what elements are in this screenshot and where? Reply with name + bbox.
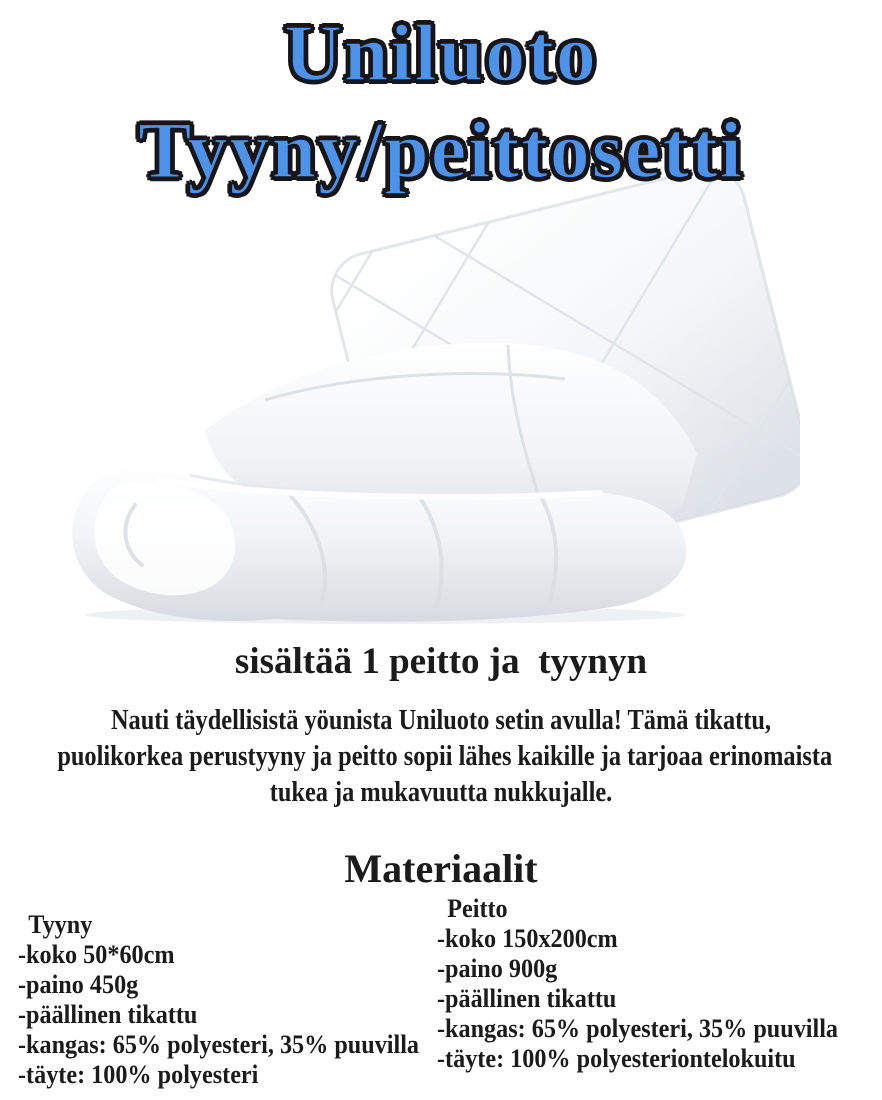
spec-line: -kangas: 65% polyesteri, 35% puuvilla [18,1030,420,1059]
spec-line: -koko 150x200cm [437,924,618,953]
desc-line: puolikorkea perustyyny ja peitto sopii lähes kaikille ja tarjoaa erinomaista [57,741,833,772]
pillow-spec-column [18,910,419,1090]
spec-line: -täyte: 100% polyesteri [18,1060,259,1089]
spec-line: -paino 450g [18,970,139,999]
product-title: Tyyny/peittosetti [138,107,744,195]
title-block [0,6,882,200]
spec-line: -päällinen tikattu [18,1000,198,1029]
duvet-spec-column [437,894,838,1074]
spec-line: -päällinen tikattu [437,984,617,1013]
spec-line: -täyte: 100% polyesteriontelokuitu [437,1044,796,1073]
duvet-column-title: Peitto [447,894,508,923]
product-photo [40,175,800,625]
subtitle: sisältää 1 peitto ja tyynyn [234,641,648,682]
spec-line: -koko 50*60cm [18,940,175,969]
duvet-illustration [72,343,697,622]
pillow-column-title: Tyyny [28,910,93,939]
brand-title: Uniluoto [284,10,598,98]
duvet-spec-list [437,924,838,1074]
pillow-spec-list [18,940,419,1090]
materials-heading: Materiaalit [344,846,538,891]
desc-line: tukea ja mukavuutta nukkujalle. [269,777,613,808]
description-paragraph [57,703,833,811]
spec-line: -paino 900g [437,954,558,983]
desc-line: Nauti täydellisistä yöunista Uniluoto setin avulla! Tämä tikattu, [110,705,772,736]
spec-line: -kangas: 65% polyesteri, 35% puuvilla [437,1014,839,1043]
